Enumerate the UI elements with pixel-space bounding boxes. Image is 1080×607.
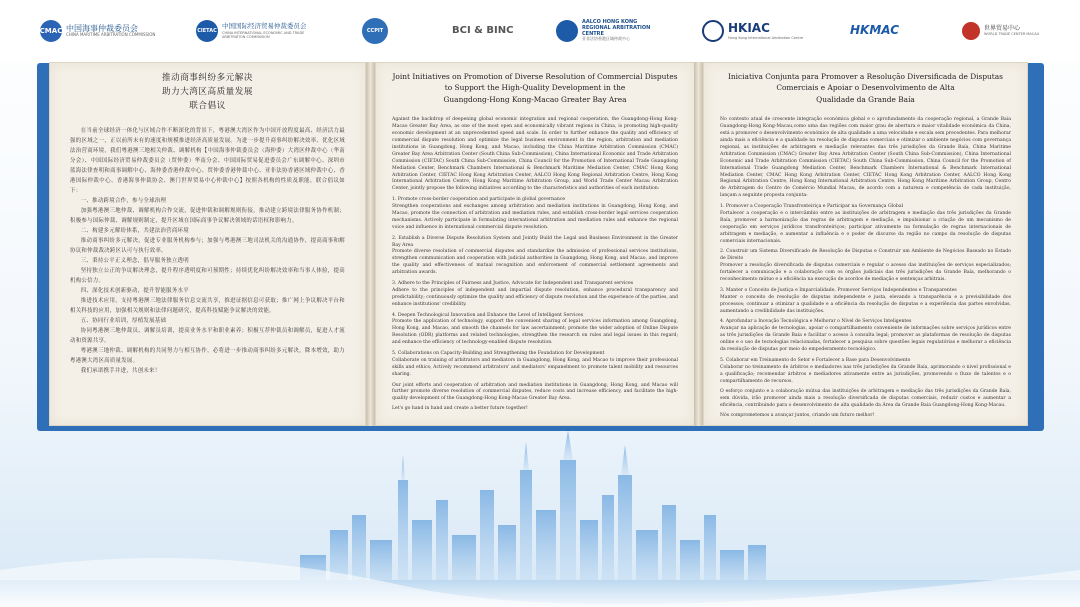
title-line: Guangdong-Hong Kong-Macao Greater Bay Area [443, 94, 627, 104]
cmac-logo [40, 18, 155, 44]
paragraph: No contexto atual de crescente integração económica global e o aprofundamento da cooperação regional, a Grande Baía Guangdong-Hong Kong-Macau,como uma das regiões com maior grau de abertura e maior vitalidade económica da China, está a promover o desenvolvimento económico de alta qualidade a uma velocidade e escala sem precedentes. Para melhorar ainda mais a eficiência e a qualidade na resolução de disputas comerciais e otimizar o ambiente negócios com governança regional, as instituições de arbitragem e mediação relevantes das três jurisdições da Grande Baía, China Maritime Arbitration Commission (CMAC) Greater Bay Area Arbitration Center (South China Sub-Commission), China International Economic and Trade Arbitration Commission (CIETAC) South China Sub-Commission, China Council for the Promotion of International Trade Guangdong Mediation Center, Benchmark Chambers International & Benchmark International Mediation Center, CMAC Hong Kong Arbitration Center, CIETAC Hong Kong Arbitration Center, AALCO Hong Kong Regional Arbitration Centre, Hong Kong International Arbitration Centre, Hong Kong Maritime Arbitration Group, Centro de Arbitragem do Centro de Comércio Mundial Macau, de acordo com a natureza e competência de cada instituição, lançam a seguinte proposta conjunta: [720, 117, 1011, 199]
paragraph: 推动商事纠纷多元解决，促进专业服务机构参与；加强与粤港澳三地司法机关的沟通协作，提高商事和解协议和仲裁裁决跨区认可与执行效率。 [70, 237, 345, 254]
paragraph: Promover a resolução diversificada de disputas comerciais e regular o acesso das instituições de serviços especializados; fortalecer a comunicação e a colaboração com os órgãos judiciais das três jurisdições da Grande Baía, melhorando o reconhecimento mútuo e a eficiência na execução de acordos de mediação e sentenças arbitrais. [720, 263, 1011, 282]
paragraph: Colaborar no treinamento de árbitros e mediadores nas três jurisdições da Grande Baía, aprimorando o nível profissional e a qualificação; recomendar árbitros e mediadores ativamente entre as jurisdições, promovendo o fluxo de talentos e o compartilhamento de recursos. [720, 364, 1011, 384]
section-heading: 3. Adhere to the Principles of Fairness and Justice, Advocate for Independent and Transparent services [392, 281, 634, 286]
title-line: 推动商事纠纷多元解决 [162, 73, 253, 83]
paragraph: O esforço conjunto e a colaboração mútua das instituições de arbitragem e mediação das três jurisdições da Grande Baía, sem dúvida, irão promover ainda mais a resolução diversificada de disputas comerciais, reduzir custos e aumentar a eficiência, contribuindo para o desenvolvimento de alta qualidade da Área da Grande Baía Guangdong-Hong Kong-Macau. [720, 389, 1011, 409]
paragraph: Fortalecer a cooperação e o intercâmbio entre as instituições de arbitragem e mediação das três jurisdições da Grande Baía, promover a harmonização das regras de arbitragem e mediação, e impulsionar a criação de um mecanismo de cooperação em serviços jurídicos transfronteiriços; participar ativamente na formulação de regras internacionais de arbitragem e mediação, e aumentar a influência e o poder de discurso da região no campo da resolução de disputas comerciais internacionais. [720, 210, 1011, 244]
hkiac-name: HKIAC [728, 21, 770, 36]
section-heading: 五、协同行业培训，厚植发展基础 [80, 317, 167, 324]
aalco-name-en: AALCO HONG KONG REGIONAL ARBITRATION CENTRE [582, 19, 651, 37]
paragraph: 协同粤港澳三地仲裁员、调解员培训，提高业务水平和职业素养；积极互荐仲裁员和调解员，促进人才流动和资源共享。 [70, 327, 345, 344]
section-heading: 2. Establish a Diverse Dispute Resolution System and Jointly Build the Legal and Business Environment in the Greater Bay Area [392, 235, 678, 248]
panel-fold [366, 62, 375, 426]
hkmac-logo [846, 18, 899, 44]
panel-portuguese [703, 62, 1028, 426]
bcbinc-name: BCI & BINC [452, 25, 514, 37]
paragraph: 推进技术应用，支持粤港澳三地法律服务信息交流共享，推进证据信息可获取；推广网上争议解决平台和相关科技的应用，加强相关规则和法律问题研究，提高科技赋能争议解决的效能。 [70, 297, 345, 314]
cmac-name-cn: 中国海事仲裁委员会 [66, 24, 138, 34]
cietac-name-en: CHINA INTERNATIONAL ECONOMIC AND TRADE ARBITRATION COMMISSION [222, 30, 305, 39]
bcbinc-logo [448, 18, 513, 44]
section-heading: 4. Aprofundar a Inovação Tecnológica e Melhorar o Nível de Serviços Inteligentes [720, 319, 912, 325]
section-heading: 四、深化技术创新驱动，提升智能服务水平 [80, 287, 189, 294]
panel-english-title [376, 71, 694, 105]
closing-line: 我们承诺携手并进，共创未来！ [80, 367, 161, 374]
paragraph: 加强粤港澳三地仲裁、调解机构合作交流，促进仲裁和调解规则衔接，推动建立跨境法律服务协作机制；积极参与国际仲裁、调解规则制定，提升区域在国际商事争议解决领域的话语权和影响力。 [70, 207, 345, 224]
title-line: Iniciativa Conjunta para Promover a Resolução Diversificada de Disputas [728, 72, 1003, 81]
paragraph: 粤港澳三地仲裁、调解机构的共同努力与相互协作，必将进一步推动商事纠纷多元解决，降本增效，助力粤港澳大湾区高质量发展。 [70, 347, 345, 364]
panel-portuguese-title [704, 71, 1027, 105]
panel-english-body [376, 117, 694, 413]
wtc-logo [962, 18, 1039, 44]
paragraph: 坚持独立公正的争议解决理念，提升程序透明度和可预期性；持续优化纠纷解决效率和当事人体验，提高机构公信力。 [70, 267, 345, 284]
wtc-name-en: WORLD TRADE CENTER MACAU [984, 32, 1040, 37]
wtc-emblem-icon [962, 22, 980, 40]
panel-fold [694, 62, 703, 426]
paragraph: Avançar na aplicação de tecnologias, apoiar o compartilhamento conveniente de informações sobre serviços jurídicos entre as três jurisdições da Grande Baía e facilitar o acesso à consulta legal; promover as plataformas de resolução de disputas online e o uso de tecnologias relacionadas, fortalecer a pesquisa sobre questões legais regulatórias e melhorar a eficiência da resolução de disputas por meio do empoderamento tecnológico. [720, 326, 1011, 353]
panel-chinese [49, 62, 366, 426]
paragraph: Promote the application of technology, support the convenient sharing of legal services information among Guangdong, Hong Kong, and Macao, and smooth the channels for law ascertainment; promote the wider adoption of Online Dispute Resolution (ODR) platforms and related technologies, strengthen the research on rules and legal issues in this regard; and enhance the efficiency of technology-enabled dispute resolution. [392, 319, 678, 346]
paragraph: Our joint efforts and cooperation of arbitration and mediation institutions in Guangdong, Hong Kong, and Macao will further promote diverse resolution of commercial disputes, reduce costs and increase efficiency, and facilitate the high-quality development of the Guangdong-Hong Kong-Macao Greater Bay Area. [392, 382, 678, 402]
paragraph: Adhere to the principles of independent and impartial dispute resolution, enhance procedural transparency and predictability; continuously optimize the quality and efficiency of dispute resolution and the experience of the parties, and enhance institutions' credibility. [392, 287, 678, 307]
section-heading: 三、秉持公平正义理念，倡导服务独立透明 [80, 257, 189, 264]
title-line: Comerciais e Apoiar o Desenvolvimento de Alta [776, 83, 955, 93]
ccpit-logo [362, 18, 388, 44]
hkiac-name-full: Hong Kong International Arbitration Centre [728, 35, 804, 40]
panel-chinese-title [50, 71, 365, 114]
section-heading: 二、构建多元解纷体系，共建法治营商环境 [80, 227, 189, 234]
city-skyline-illustration [0, 420, 1080, 607]
paragraph: Promote diverse resolution of commercial disputes and standardize the admission of professional services institutions, strengthen communication and cooperation with judicial authorities in Guangdong, Hong Kong, and Macao, and improve the quality and effectiveness of mutual recognition and enforcement of commercial settlement agreements and arbitration awards. [392, 249, 678, 276]
title-line: Qualidade da Grande Baía [816, 94, 915, 104]
ccpit-emblem-icon: CCPIT [362, 18, 388, 44]
cietac-name-cn: 中国国际经济贸易仲裁委员会 [222, 22, 307, 31]
title-line: 助力大湾区高质量发展 [162, 87, 253, 98]
hkiac-emblem-icon [702, 20, 724, 42]
cietac-emblem-icon: CIETAC [196, 20, 218, 42]
cmac-emblem-icon: CMAC [40, 20, 62, 42]
section-heading: 5. Colaborar em Treinamento do Setor e Fortalecer a Base para Desenvolvimento [720, 357, 911, 363]
logo-bar [0, 0, 1080, 62]
cmac-name-en: CHINA MARITIME ARBITRATION COMMISSION [66, 32, 156, 38]
hkmac-name: HKMAC [850, 23, 900, 38]
aalco-logo [556, 18, 662, 44]
paragraph: Collaborate on training of arbitrators and mediators in Guangdong, Hong Kong, and Macao to improve their professional skills and ethics; Actively recommend arbitrators' and mediators' empanelment to promote talent mobility and resources sharing. [392, 357, 678, 377]
panel-portuguese-body [704, 117, 1027, 420]
title-line: to Support the High-Quality Development in the [444, 83, 626, 93]
section-heading: 5. Collaborations on Capacity-Building and Strengthening the Foundation for Development [392, 351, 605, 357]
cietac-logo [196, 18, 322, 44]
section-heading: 2. Construir um Sistema Diversificado de Resolução de Disputas e Construir um Ambiente de Negócios Baseado no Estado de Direito [720, 249, 1011, 262]
closing-line: Nós comprometemos a avançar juntos, criando um futuro melhor! [720, 413, 875, 419]
title-line: Joint Initiatives on Promotion of Diverse Resolution of Commercial Disputes [392, 72, 678, 81]
section-heading: 4. Deepen Technological Innovation and Enhance the Level of Intelligent Services [392, 312, 584, 318]
title-line: 联合倡议 [189, 101, 226, 112]
panel-chinese-body [50, 126, 365, 376]
section-heading: 一、推动跨境合作，参与全球治理 [80, 197, 167, 204]
paragraph: Strengthen cooperations and exchanges among arbitration and mediation institutions in Guangdong, Hong Kong, and Macao, promote the connection of arbitration and mediation rules, and establish cross-border legal services cooperation mechanisms. Actively participate in formulating international arbitration and mediation rules and enhance the regional voice and influence in international commercial dispute resolution. [392, 204, 678, 230]
hkiac-logo [702, 18, 803, 44]
closing-line: Let's go hand in hand and create a better future together! [392, 406, 528, 412]
aalco-emblem-icon [556, 20, 578, 42]
section-heading: 3. Manter o Conceito de Justiça e Imparcialidade, Promover Serviços Independentes e Transparentes [720, 287, 957, 293]
panel-english [375, 62, 695, 426]
aalco-name-cn: 亚非法协香港区域仲裁中心 [582, 36, 630, 42]
paragraph: Against the backdrop of deepening global economic integration and regional cooperation, the Guangdong-Hong Kong-Macao Greater Bay Area, as one of the most open and economically vibrant regions in China, is promoting high-quality economic development at an unprecedented speed and scale. In order to further enhance the quality and efficiency of commercial dispute resolution and optimize the legal business environment in the region, arbitration and mediation institutions in Guangdong, Hong Kong, and Macao, including the China Maritime Arbitration Commission (CMAC) Greater Bay Area Arbitration Center (South China Sub-Commission), China International Economic and Trade Arbitration Commission (CIETAC) South China Sub-Commission, China Council for the Promotion of International Trade Guangdong Mediation Center, Benchmark Chambers International & Benchmark Maritime Mediation Center, CMAC Hong Kong Arbitration Center, CIETAC Hong Kong Arbitration Center, AALCO Hong Kong Regional Arbitration Centre, Hong Kong International Arbitration Centre, Hong Kong Maritime Arbitration Group, and World Trade Center Macau Arbitration Center, jointly propose the following initiatives according to the characteristics and authorities of each institution: [392, 117, 678, 192]
section-heading: 1. Promote cross-border cooperation and participate in global governance [392, 197, 566, 203]
paragraph: Manter o conceito de resolução de disputas independente e justa, elevando a transparência e a previsibilidade dos processos; continuar a otimizar a qualidade e a eficiência da resolução de disputas e a experiência das partes envolvidas, aumentando a credibilidade das instituições. [720, 294, 1011, 314]
section-heading: 1. Promover a Cooperação Transfronteiriça e Participar na Governança Global [720, 204, 904, 210]
wtc-name-cn: 世界贸易中心 [984, 24, 1021, 32]
paragraph: 在当前全球经济一体化与区域合作不断深化的背景下，粤港澳大湾区作为中国开放程度最高、经济活力最强的区域之一，正以前所未有的速度和规模推进经济高质量发展。为进一步提升商事纠纷解决效率、优化区域法治营商环境，我们粤港澳三地相关仲裁、调解机构【中国海事仲裁委员会（海仲委）大湾区仲裁中心（华南分会）、中国国际经济贸易仲裁委员会（贸仲委）华南分会、中国国际贸易促进委员会广东调解中心、深圳市蓝海法律查明和商事调解中心、海仲委香港仲裁中心、贸仲委香港仲裁中心、亚非法协香港区域仲裁中心、香港国际仲裁中心、香港海事仲裁协会、澳门世界贸易中心仲裁中心】按照各机构的性质及职能，联合倡议如下： [70, 127, 345, 194]
